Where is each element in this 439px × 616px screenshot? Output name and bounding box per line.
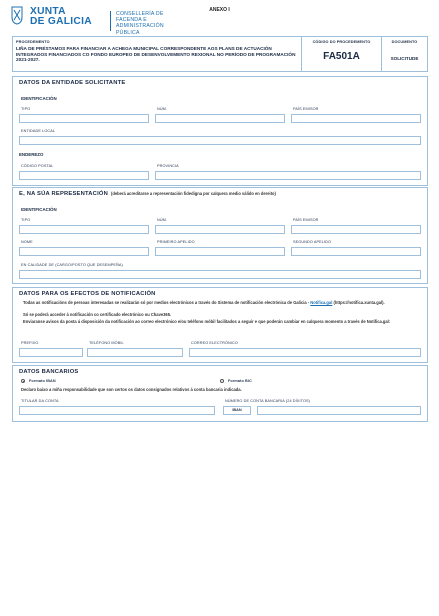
postal-code-label: CÓDIGO POSTAL: [21, 164, 54, 168]
notification-paragraph-1: Todas as notificacións de persoas interesadas se realizarán só por medios electrónicos a través do Sistema de notificación electrónica de Galicia - Notifica.gal (https://notifica.xunta.gal).: [23, 300, 385, 305]
logo-line-1: XUNTA: [30, 6, 66, 17]
department-name: [116, 11, 164, 36]
applicant-country-field[interactable]: [291, 114, 421, 123]
representative-country-label: PAÍS EMISOR: [293, 218, 319, 222]
iban-format-label: Formato IBAN: [29, 379, 56, 383]
postal-code-field[interactable]: [19, 171, 149, 180]
notification-paragraph-2: Só se poderá acceder á notificación co certificado electrónico ou Chave365.: [23, 312, 172, 317]
logo-separator: [110, 11, 111, 31]
representative-type-field[interactable]: [19, 225, 149, 234]
dept-line-2: FACENDA E: [116, 17, 147, 24]
name-field[interactable]: [19, 247, 149, 256]
prefix-field[interactable]: [19, 348, 83, 357]
representative-num-field[interactable]: [155, 225, 285, 234]
procedure-label: PROCEDEMENTO: [16, 40, 50, 44]
bic-format-label: Formato BIC: [228, 379, 252, 383]
procedure-box: [12, 36, 428, 72]
role-label: EN CALIDADE DE (CARGO/POSTO QUE DESEMPEÑA): [21, 263, 123, 267]
surname1-field[interactable]: [155, 247, 285, 256]
email-field[interactable]: [189, 348, 421, 357]
surname1-label: PRIMEIRO APELIDO: [157, 240, 195, 244]
procedure-code: FA501A: [323, 51, 360, 62]
surname2-field[interactable]: [291, 247, 421, 256]
dept-line-1: CONSELLERÍA DE: [116, 11, 164, 17]
province-field[interactable]: [155, 171, 421, 180]
prefix-label: PREFIXO: [21, 341, 39, 345]
representative-identification-heading: IDENTIFICACIÓN: [21, 207, 57, 212]
applicant-type-field[interactable]: [19, 114, 149, 123]
account-number-field[interactable]: [257, 406, 421, 415]
account-number-label: NÚMERO DE CONTA BANCARIA (24 DÍXITOS): [225, 399, 310, 403]
applicant-title: DATOS DA ENTIDADE SOLICITANTE: [19, 80, 126, 86]
logo-line-2: DE GALICIA: [30, 16, 92, 27]
dept-line-3: ADMINISTRACIÓN PÚBLICA: [116, 23, 164, 36]
applicant-country-label: PAÍS EMISOR: [293, 107, 319, 111]
notification-section: [12, 287, 428, 363]
document-label: DOCUMENTO: [391, 40, 418, 44]
bank-declaration: Declaro baixo a miña responsabilidade que son certos os datos consignados relativos á conta bancaria indicada.: [21, 387, 242, 392]
notifica-link[interactable]: Notifica.gal: [310, 300, 333, 305]
iban-format-radio[interactable]: [21, 379, 25, 383]
account-holder-field[interactable]: [19, 406, 215, 415]
bank-section: [12, 365, 428, 422]
address-heading: ENDEREZO: [19, 152, 44, 157]
applicant-num-label: NÚM.: [157, 107, 168, 111]
representative-country-field[interactable]: [291, 225, 421, 234]
applicant-section: [12, 76, 428, 186]
iban-tag: IBAN: [223, 406, 251, 415]
province-label: PROVINCIA: [157, 164, 179, 168]
document-value: SOLICITUDE: [390, 56, 419, 61]
procedure-code-label: CÓDIGO DO PROCEDEMENTO: [312, 40, 371, 44]
mobile-label: TELÉFONO MÓBIL: [89, 341, 124, 345]
mobile-field[interactable]: [87, 348, 183, 357]
surname2-label: SEGUNDO APELIDO: [293, 240, 332, 244]
procedure-text: LIÑA DE PRÉSTAMOS PARA FINANCIAR A ACHEGA MUNICIPAL CORRESPONDENTE AOS PLANS DE ACTUACIÓN INTEGRADOS FINANCIADOS CO FONDO EUROPEO DE DESENVOLVEMENTO REXIONAL NO PERÍODO DE PROGRAMACIÓN 2021-2027.: [16, 46, 296, 63]
representative-title-text: E, NA SÚA REPRESENTACIÓN: [19, 191, 108, 197]
bic-format-radio[interactable]: [220, 379, 224, 383]
annex-title: ANEXO I: [209, 7, 230, 13]
applicant-type-label: TIPO: [21, 107, 31, 111]
local-entity-field[interactable]: [19, 136, 421, 145]
representative-type-label: TIPO: [21, 218, 31, 222]
representative-num-label: NÚM.: [157, 218, 168, 222]
notification-paragraph-3: Enviaranse avisos da posta á disposición da notificación ao correo electrónico e/ou teléfono móbil facilitados a seguir e que poderán cambiar en calquera momento a través de Notifica.gal:: [23, 319, 391, 324]
representative-note: (deberá acreditarse a representación fidedigna por calquera medio válido en dereito): [110, 191, 276, 196]
bank-title: DATOS BANCARIOS: [19, 369, 79, 375]
account-holder-label: TITULAR DA CONTA: [21, 399, 59, 403]
representative-title: [19, 191, 276, 197]
applicant-identification-heading: IDENTIFICACIÓN: [21, 96, 57, 101]
representative-section: [12, 187, 428, 284]
name-label: NOME: [21, 240, 33, 244]
email-label: CORREO ELECTRÓNICO: [191, 341, 238, 345]
notification-title: DATOS PARA OS EFECTOS DE NOTIFICACIÓN: [19, 291, 156, 297]
applicant-num-field[interactable]: [155, 114, 285, 123]
local-entity-label: ENTIDADE LOCAL: [21, 129, 56, 133]
role-field[interactable]: [19, 270, 421, 279]
